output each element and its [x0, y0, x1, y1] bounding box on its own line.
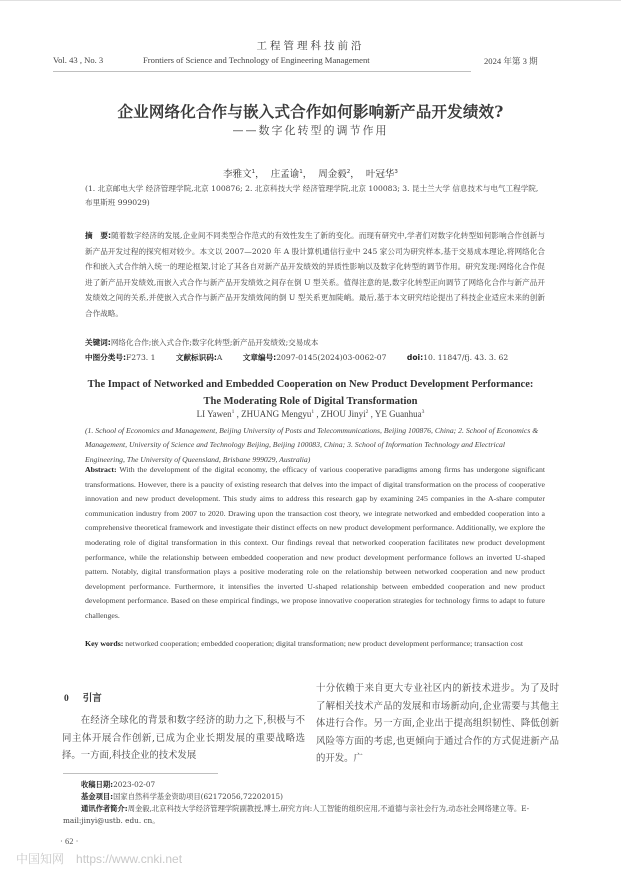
footnote-received	[63, 779, 563, 791]
author-name: ZHOU Jinyi	[320, 409, 366, 419]
keywords-label-cn: 关键词:	[85, 338, 111, 347]
author-name: 李雅文	[223, 169, 252, 180]
doi-value[interactable]: 10. 11847/fj. 43. 3. 62	[423, 353, 509, 362]
keywords-text-en: networked cooperation; embedded cooperation; digital transformation; new product development performance; transaction cost	[125, 639, 524, 648]
footnotes	[63, 779, 563, 827]
author-separator: ，	[255, 169, 271, 180]
header-divider	[53, 71, 471, 72]
keywords-cn	[85, 337, 545, 348]
abstract-label-en: Abstract:	[85, 465, 117, 474]
author-list-en	[0, 409, 621, 419]
doc-code-value: A	[216, 353, 223, 362]
article-no-label: 文章编号:	[242, 353, 277, 362]
author-name: YE Guanhua	[374, 409, 422, 419]
author-list-cn	[0, 166, 621, 180]
top-border	[0, 0, 621, 1]
abstract-text-en: With the development of the digital economy, the efficacy of various cooperative paradigms among firms has undergone significant transformations. However, there is a paucity of existing research that delves into the impact of digital transformation on the process of cooperative innovation and new product development. This study aims to address this research gap by examining 245 companies in the A-share computer communication industry from 2007 to 2020. Drawing upon the transaction cost theory, we integrate networked and embedded cooperation into a comprehensive theoretical framework and investigate their distinct effects on new product development performance. Additionally, we explore the moderating role of digital transformation in this context. Our findings reveal that networked cooperation facilitates new product development performance, while the relationship between embedded cooperation and new product development performance follows an inverted U-shaped pattern. Notably, digital transformation plays a positive moderating role on the relationship between networked cooperation and new product development performance. Furthermore, it intensifies the inverted U-shaped relationship between embedded cooperation and new product development performance. Based on these empirical findings, we propose innovative cooperation strategies for technology firms to adapt to future challenges.	[85, 465, 546, 620]
received-label: 收稿日期:	[81, 780, 114, 789]
body-column-left	[62, 712, 305, 765]
author-affiliation-marker: 3	[394, 168, 398, 175]
title-en-line2: The Moderating Role of Digital Transformation	[203, 396, 418, 407]
journal-name-cn: 工程管理科技前沿	[256, 40, 365, 52]
abstract-en	[85, 463, 545, 624]
author-separator: ，	[302, 169, 319, 180]
keywords-en	[85, 637, 545, 652]
section-title: 引言	[82, 693, 102, 704]
clc-label: 中图分类号:	[85, 353, 127, 362]
watermark-url: https://www.cnki.net	[76, 852, 183, 866]
paper-title-en	[0, 376, 621, 410]
article-no-value: 2097-0145(2024)03-0062-07	[276, 353, 387, 362]
body-paragraph: 十分依赖于来自更大专业社区内的新技术进步。为了及时了解相关技术产品的发展和市场新动向,企业需要与其他主体进行合作。另一方面,企业出于提高组织韧性、降低创新风险等方面的考虑,也更倾向于通过合作的方式促进新产品的开发。广	[316, 683, 559, 765]
author-affiliation-marker: 1	[311, 409, 315, 415]
body-column-right	[316, 680, 559, 768]
issue-cn: 2024 年第 3 期	[484, 56, 538, 66]
section-heading	[64, 690, 102, 704]
author-separator: ,	[368, 409, 375, 419]
clc-value: F273. 1	[126, 353, 156, 362]
paper-title-cn: 企业网络化合作与嵌入式合作如何影响新产品开发绩效?	[117, 102, 504, 121]
body-paragraph: 在经济全球化的背景和数字经济的助力之下,积极与不同主体开展合作创新,已成为企业长期发展的重要战略选择。一方面,科技企业的技术发展	[62, 715, 305, 762]
keywords-label-en: Key words:	[85, 639, 124, 648]
title-en-line1: The Impact of Networked and Embedded Cooperation on New Product Development Performance:	[87, 379, 534, 390]
author-separator: ,	[234, 409, 242, 419]
author-name: 叶冠华	[365, 169, 395, 180]
received-value: 2023-02-07	[113, 780, 156, 789]
author-separator: ，	[350, 169, 366, 180]
fund-value: 国家自然科学基金资助项目(62172056,72202015)	[113, 792, 283, 801]
affiliations-en: (1. School of Economics and Management, Beijing University of Posts and Telecommunications, Beijing 100876, China; 2. School of Economics & Management, University of Science and Technology Beijing, Beijing 100083, China; 3. School of Information Technology and Electrical Engineering, The University of Queensland, Brisbane 999029, Australia)	[85, 426, 539, 464]
abstract-label-cn: 摘 要:	[85, 231, 112, 240]
footnote-corresponding-author	[63, 803, 563, 827]
author-name: LI Yawen	[196, 409, 232, 419]
author-affiliation-marker: 2	[365, 409, 369, 415]
doi-label: doi:	[406, 353, 424, 362]
paper-subtitle-cn: ——数字化转型的调节作用	[232, 124, 389, 137]
footnote-divider	[63, 773, 218, 774]
section-number: 0	[64, 694, 69, 704]
page-number: · 62 ·	[60, 836, 79, 846]
author-name: ZHUANG Mengyu	[241, 409, 312, 419]
corr-value: 周金毅,北京科技大学经济管理学院副教授,博士,研究方向:人工智能的组织应用,不道德与亲社会行为,动态社会网络建立等。E-mail:jinyi@ustb. edu. cn。	[63, 804, 530, 825]
author-affiliation-marker: 1	[231, 409, 235, 415]
corr-label: 通讯作者简介:	[81, 804, 128, 813]
author-affiliation-marker: 2	[346, 168, 351, 175]
author-affiliation-marker: 1	[251, 168, 256, 175]
journal-name-en: Frontiers of Science and Technology of Engineering Management	[143, 55, 370, 65]
watermark-cn: 中国知网	[16, 852, 65, 866]
abstract-cn	[85, 228, 545, 322]
author-affiliation-marker: 3	[421, 409, 425, 415]
footnote-fund	[63, 791, 563, 803]
volume-number: Vol. 43 , No. 3	[53, 55, 104, 65]
author-name: 周金毅	[318, 169, 347, 180]
cnki-watermark	[16, 850, 182, 867]
affiliations-cn: (1. 北京邮电大学 经济管理学院,北京 100876; 2. 北京科技大学 经济管理学院,北京 100083; 3. 昆士兰大学 信息技术与电气工程学院,布里斯班 999029)	[85, 184, 539, 207]
abstract-text-cn: 随着数字经济的发展,企业间不同类型合作范式的有效性发生了新的变化。而现有研究中,学者们对数字化转型如何影响合作创新与新产品开发过程的探究相对较少。本文以 2007—2020 年 A 股计算机通信行业中 245 家公司为研究样本,基于交易成本理论,将网络化合作和嵌入式合作纳入统一的理论框架,讨论了其各自对新产品开发绩效的异质性影响以及数字化转型的调节作用。研究发现:网络化合作促进了新产品开发绩效,而嵌入式合作与新产品开发绩效之间存在倒 U 型关系。值得注意的是,数字化转型正向调节了网络化合作与新产品开发绩效之间的关系,并使嵌入式合作与新产品开发绩效间的倒 U 型关系更加陡峭。最后,基于本文研究结论提出了科技企业适应未来的创新合作战略。	[85, 231, 545, 318]
classification-line	[85, 352, 555, 363]
doc-code-label: 文献标识码:	[175, 353, 217, 362]
fund-label: 基金项目:	[81, 792, 114, 801]
author-name: 庄孟谕	[270, 169, 300, 180]
author-separator: ,	[314, 409, 321, 419]
keywords-text-cn: 网络化合作;嵌入式合作;数字化转型;新产品开发绩效;交易成本	[110, 338, 319, 347]
author-affiliation-marker: 1	[299, 168, 303, 175]
